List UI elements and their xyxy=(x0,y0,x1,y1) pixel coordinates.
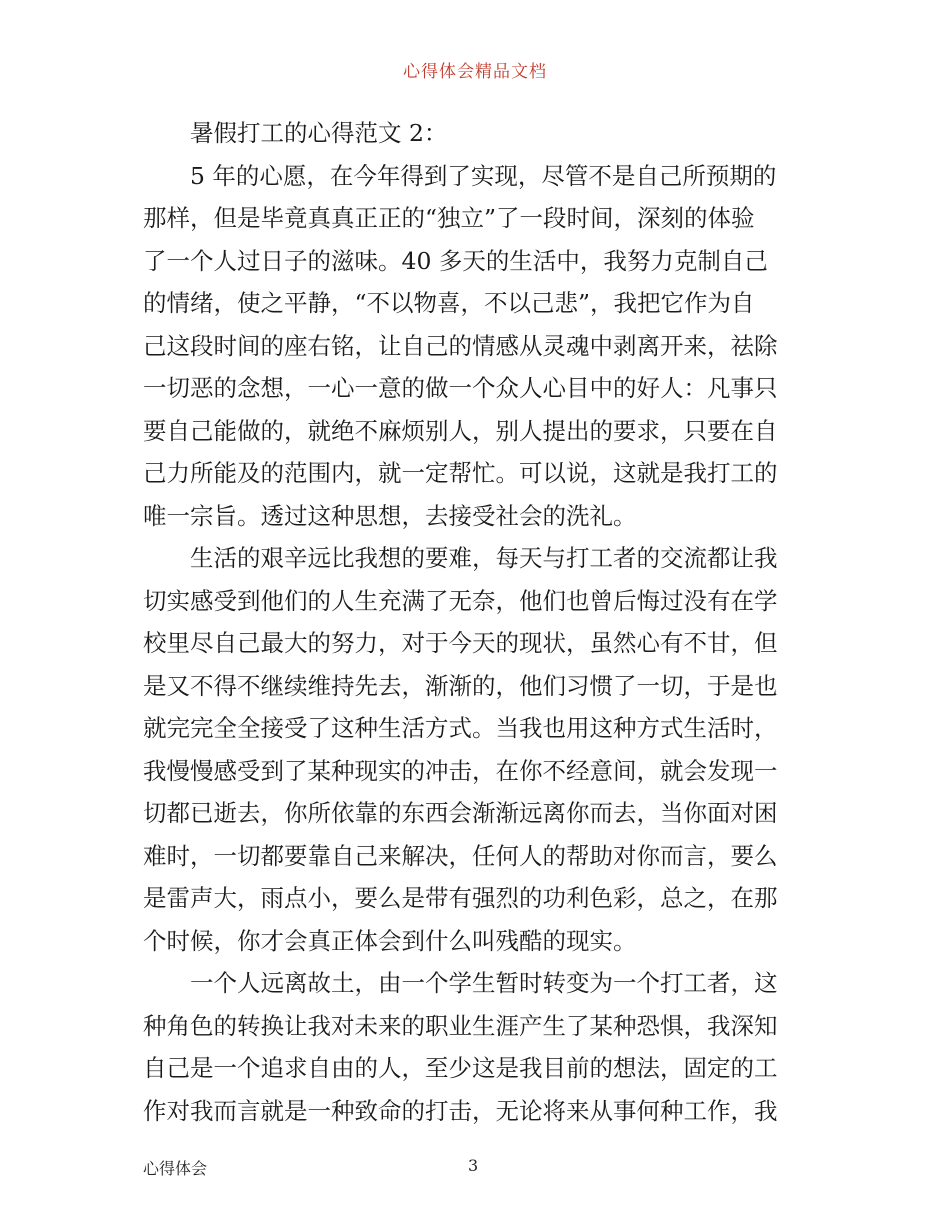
body-line: 己力所能及的范围内，就一定帮忙。可以说，这就是我打工的 xyxy=(143,459,778,487)
body-line: 难时，一切都要靠自己来解决，任何人的帮助对你而言，要么 xyxy=(143,841,778,870)
body-line: 那样，但是毕竟真真正正的“独立”了一段时间，深刻的体验 xyxy=(143,204,755,232)
body-line: 是雷声大，雨点小，要么是带有强烈的功利色彩，总之，在那 xyxy=(143,884,778,912)
body-line: 暑假打工的心得范文 2： xyxy=(143,119,448,147)
body-line: 一切恶的念想，一心一意的做一个众人心目中的好人：凡事只 xyxy=(143,374,778,402)
document-body xyxy=(143,112,813,1132)
footer-label: 心得体会 xyxy=(143,1159,208,1178)
body-line: 切都已逝去，你所依靠的东西会渐渐远离你而去，当你面对困 xyxy=(143,799,778,827)
body-line: 唯一宗旨。透过这种思想，去接受社会的洗礼。 xyxy=(143,501,637,530)
body-line: 要自己能做的，就绝不麻烦别人，别人提出的要求，只要在自 xyxy=(143,416,778,445)
body-line: 了一个人过日子的滋味。40 多天的生活中，我努力克制自己 xyxy=(143,246,768,275)
body-line: 的情绪，使之平静，“不以物喜，不以己悲”，我把它作为自 xyxy=(143,289,755,317)
body-line: 一个人远离故土，由一个学生暂时转变为一个打工者，这 xyxy=(143,969,778,997)
body-line: 是又不得不继续维持先去，渐渐的，他们习惯了一切，于是也 xyxy=(143,671,778,700)
body-line: 己这段时间的座右铭，让自己的情感从灵魂中剥离开来，祛除 xyxy=(143,331,778,360)
body-line: 我慢慢感受到了某种现实的冲击，在你不经意间，就会发现一 xyxy=(143,756,778,785)
body-line: 5 年的心愿，在今年得到了实现，尽管不是自己所预期的 xyxy=(143,161,777,190)
body-line: 校里尽自己最大的努力，对于今天的现状，虽然心有不甘，但 xyxy=(143,629,778,657)
body-line: 切实感受到他们的人生充满了无奈，他们也曾后悔过没有在学 xyxy=(143,586,778,615)
page-number: 3 xyxy=(468,1156,479,1175)
body-line: 就完完全全接受了这种生活方式。当我也用这种方式生活时， xyxy=(143,714,778,742)
body-line: 自己是一个追求自由的人，至少这是我目前的想法，固定的工 xyxy=(143,1054,778,1082)
document-header-title: 心得体会精品文档 xyxy=(403,62,547,82)
body-line: 作对我而言就是一种致命的打击，无论将来从事何种工作，我 xyxy=(143,1096,778,1125)
body-line: 种角色的转换让我对未来的职业生涯产生了某种恐惧，我深知 xyxy=(143,1011,778,1040)
body-line: 个时候，你才会真正体会到什么叫残酷的现实。 xyxy=(143,926,637,955)
body-line: 生活的艰辛远比我想的要难，每天与打工者的交流都让我 xyxy=(143,544,778,572)
